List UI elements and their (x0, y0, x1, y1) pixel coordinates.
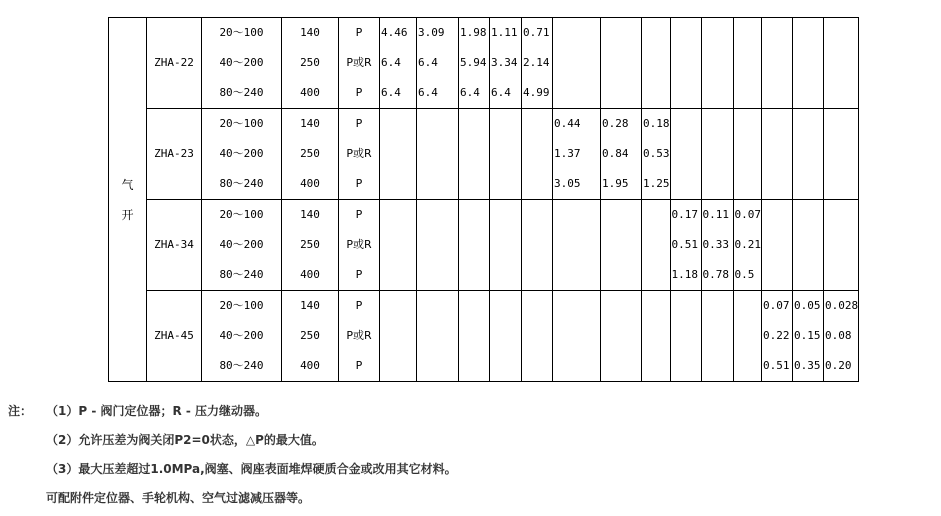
range-cell-value: 40～200 (219, 56, 264, 69)
value-cell (670, 18, 701, 109)
range-cell-value: 80～240 (219, 86, 264, 99)
range-cell-value: 40～200 (219, 329, 264, 342)
value-cell (793, 18, 824, 109)
pressure-cell-value: 250 (300, 56, 320, 69)
value-text: 0.18 (643, 117, 670, 130)
ptype-cell-value: P (355, 177, 363, 190)
ptype-cell (339, 109, 380, 200)
ptype-cell-value: P或R (346, 238, 372, 251)
pressure-cell-value: 140 (300, 299, 320, 312)
range-cell-value: 80～240 (219, 268, 264, 281)
value-cell (417, 291, 459, 382)
note-line-2 (8, 429, 457, 458)
value-text: 3.34 (491, 56, 518, 69)
value-cell (762, 291, 793, 382)
value-text: 0.71 (523, 26, 550, 39)
value-text: 1.37 (554, 147, 581, 160)
value-text: 0.028 (825, 299, 859, 312)
value-text: 4.46 (381, 26, 408, 39)
value-text: 1.98 (460, 26, 487, 39)
value-cell (522, 18, 553, 109)
value-cell (733, 200, 762, 291)
value-cell (459, 109, 490, 200)
value-cell (670, 109, 701, 200)
table-row (109, 291, 859, 382)
note-item-3: （3）最大压差超过1.0MPa,阀塞、阀座表面堆焊硬质合金或改用其它材料。 (46, 462, 457, 476)
note-item-1: （1）P - 阀门定位器；R - 压力继动器。 (46, 404, 268, 418)
value-cell (601, 18, 642, 109)
pressure-cell-value: 140 (300, 208, 320, 221)
ptype-cell-value: P (355, 299, 363, 312)
value-cell (490, 291, 522, 382)
value-text: 5.94 (460, 56, 487, 69)
pressure-cell (282, 18, 339, 109)
model-cell: ZHA-23 (147, 109, 202, 200)
value-cell (601, 200, 642, 291)
value-text: 1.25 (643, 177, 670, 190)
note-line-3 (8, 458, 457, 487)
ptype-cell-value: P (355, 26, 363, 39)
value-cell (793, 291, 824, 382)
value-cell (793, 200, 824, 291)
value-text: 0.21 (734, 238, 761, 251)
value-text: 0.08 (825, 329, 852, 342)
pressure-cell-value: 140 (300, 26, 320, 39)
value-cell (762, 109, 793, 200)
spec-table (108, 17, 859, 382)
value-cell (417, 109, 459, 200)
table-row (109, 200, 859, 291)
value-cell (490, 109, 522, 200)
value-cell (601, 291, 642, 382)
value-cell (824, 18, 859, 109)
value-text: 6.4 (491, 86, 511, 99)
value-cell (459, 200, 490, 291)
value-text: 6.4 (381, 56, 401, 69)
model-cell: ZHA-34 (147, 200, 202, 291)
range-cell-value: 20～100 (219, 208, 264, 221)
value-text: 0.5 (734, 268, 755, 281)
value-cell (490, 200, 522, 291)
value-text: 3.05 (554, 177, 581, 190)
value-text: 0.44 (554, 117, 581, 130)
value-text: 0.33 (702, 238, 729, 251)
range-cell (202, 200, 282, 291)
value-cell (733, 291, 762, 382)
value-cell (642, 291, 671, 382)
range-cell-value: 80～240 (219, 359, 264, 372)
value-text: 2.14 (523, 56, 550, 69)
ptype-cell-value: P (355, 208, 363, 221)
range-cell (202, 291, 282, 382)
ptype-cell-value: P (355, 117, 363, 130)
range-cell (202, 18, 282, 109)
category-char: 开 (121, 207, 134, 222)
range-cell-value: 20～100 (219, 299, 264, 312)
value-cell (553, 200, 601, 291)
value-cell (459, 291, 490, 382)
value-text: 1.95 (602, 177, 629, 190)
range-cell-value: 20～100 (219, 26, 264, 39)
value-text: 6.4 (381, 86, 401, 99)
pressure-cell (282, 200, 339, 291)
value-cell (459, 18, 490, 109)
value-text: 4.99 (523, 86, 550, 99)
range-cell-value: 40～200 (219, 238, 264, 251)
notes-label: 注： (8, 404, 33, 418)
value-cell (522, 200, 553, 291)
value-text: 6.4 (418, 86, 438, 99)
value-cell (642, 200, 671, 291)
value-cell (670, 291, 701, 382)
value-cell (642, 109, 671, 200)
value-cell (553, 18, 601, 109)
value-cell (733, 18, 762, 109)
pressure-cell-value: 400 (300, 86, 320, 99)
category-cell (109, 18, 147, 382)
value-cell (701, 109, 733, 200)
value-cell (701, 291, 733, 382)
range-cell-value: 40～200 (219, 147, 264, 160)
value-cell (824, 200, 859, 291)
value-text: 6.4 (460, 86, 480, 99)
value-cell (670, 200, 701, 291)
range-cell-value: 80～240 (219, 177, 264, 190)
value-cell (762, 18, 793, 109)
value-text: 0.51 (763, 359, 790, 372)
pressure-cell-value: 250 (300, 147, 320, 160)
value-text: 1.18 (671, 268, 698, 281)
value-cell (380, 291, 417, 382)
ptype-cell (339, 200, 380, 291)
value-cell (553, 291, 601, 382)
value-cell (522, 109, 553, 200)
pressure-cell-value: 400 (300, 359, 320, 372)
range-cell (202, 109, 282, 200)
value-cell (793, 109, 824, 200)
value-cell (824, 109, 859, 200)
table-row (109, 109, 859, 200)
value-text: 0.11 (702, 208, 729, 221)
value-cell (490, 18, 522, 109)
notes-section (8, 400, 457, 516)
value-text: 0.05 (794, 299, 821, 312)
value-text: 0.35 (794, 359, 821, 372)
model-cell: ZHA-45 (147, 291, 202, 382)
value-text: 0.15 (794, 329, 821, 342)
value-text: 0.20 (825, 359, 852, 372)
pressure-cell (282, 109, 339, 200)
pressure-cell-value: 400 (300, 268, 320, 281)
ptype-cell (339, 291, 380, 382)
value-cell (733, 109, 762, 200)
note-line-1 (8, 400, 457, 429)
pressure-cell (282, 291, 339, 382)
value-text: 0.84 (602, 147, 629, 160)
value-text: 6.4 (418, 56, 438, 69)
ptype-cell-value: P (355, 268, 363, 281)
value-cell (417, 200, 459, 291)
value-cell (701, 18, 733, 109)
value-text: 3.09 (418, 26, 445, 39)
category-char: 气 (121, 177, 134, 192)
value-text: 0.28 (602, 117, 629, 130)
value-cell (701, 200, 733, 291)
ptype-cell-value: P或R (346, 329, 372, 342)
ptype-cell-value: P (355, 86, 363, 99)
value-text: 0.78 (702, 268, 729, 281)
value-cell (642, 18, 671, 109)
pressure-cell-value: 400 (300, 177, 320, 190)
value-text: 0.07 (734, 208, 761, 221)
model-cell: ZHA-22 (147, 18, 202, 109)
ptype-cell (339, 18, 380, 109)
value-text: 0.22 (763, 329, 790, 342)
value-cell (762, 200, 793, 291)
range-cell-value: 20～100 (219, 117, 264, 130)
value-text: 0.07 (763, 299, 790, 312)
ptype-cell-value: P (355, 359, 363, 372)
value-text: 1.11 (491, 26, 518, 39)
value-text: 0.51 (671, 238, 698, 251)
pressure-cell-value: 250 (300, 238, 320, 251)
pressure-cell-value: 250 (300, 329, 320, 342)
ptype-cell-value: P或R (346, 56, 372, 69)
note-extra: 可配附件定位器、手轮机构、空气过滤减压器等。 (46, 491, 311, 505)
value-cell (380, 200, 417, 291)
value-cell (824, 291, 859, 382)
value-cell (522, 291, 553, 382)
value-cell (601, 109, 642, 200)
value-cell (417, 18, 459, 109)
value-cell (553, 109, 601, 200)
ptype-cell-value: P或R (346, 147, 372, 160)
value-cell (380, 18, 417, 109)
table-row (109, 18, 859, 109)
value-cell (380, 109, 417, 200)
pressure-cell-value: 140 (300, 117, 320, 130)
value-text: 0.53 (643, 147, 670, 160)
value-text: 0.17 (671, 208, 698, 221)
note-item-2: （2）允许压差为阀关闭P2=0状态，△P的最大值。 (46, 433, 324, 447)
